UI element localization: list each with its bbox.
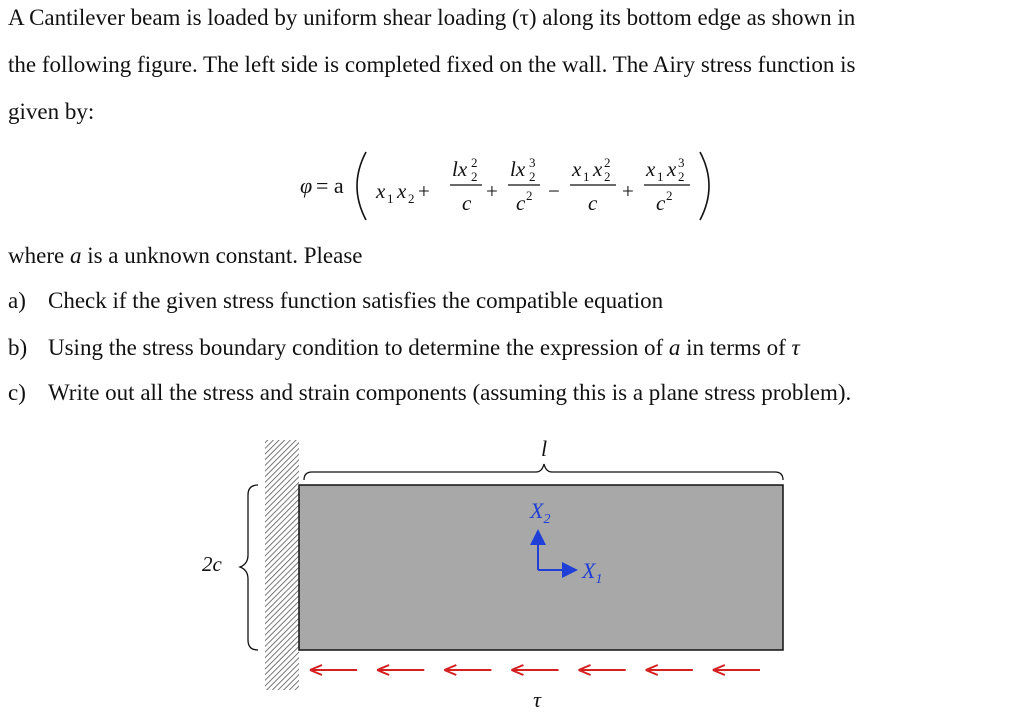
frac3-den: c <box>588 191 598 215</box>
problem-line-2: the following figure. The left side is completed fixed on the wall. The Airy stress function is <box>8 52 856 77</box>
right-paren <box>700 152 709 220</box>
shear-label: τ <box>533 687 541 712</box>
where-line <box>8 244 363 267</box>
question-c <box>8 381 851 404</box>
frac4-den-sup: 2 <box>666 188 673 203</box>
airy-stress-function <box>300 140 730 230</box>
where-post: is a unknown constant. Please <box>81 243 363 268</box>
frac4-x1: x <box>646 157 656 181</box>
plus-1: + <box>418 179 430 203</box>
minus: − <box>548 179 560 203</box>
question-a <box>8 289 663 312</box>
frac2-sub: 2 <box>529 169 536 184</box>
frac3-sub1: 1 <box>583 169 590 184</box>
question-b-var2: τ <box>791 335 800 360</box>
term1-x1: x <box>376 179 386 203</box>
question-a-text: Check if the given stress function satisfies the compatible equation <box>48 288 664 313</box>
frac3-x1: x <box>572 157 582 181</box>
question-b-var: a <box>668 335 681 360</box>
question-c-label: c) <box>8 380 26 405</box>
frac4-sup: 3 <box>678 155 685 170</box>
frac1-num: lx <box>452 157 468 181</box>
frac4-den: c <box>656 191 666 215</box>
height-label: 2c <box>202 552 222 576</box>
frac4-sub1: 1 <box>657 169 664 184</box>
phi-symbol: φ <box>300 173 313 198</box>
frac2-den: c <box>516 191 526 215</box>
frac1-sup: 2 <box>471 155 478 170</box>
length-label: l <box>540 436 548 461</box>
problem-line-1: A Cantilever beam is loaded by uniform shear loading (τ) along its bottom edge as shown in <box>8 5 856 30</box>
frac1-den: c <box>462 191 472 215</box>
where-var: a <box>69 243 82 268</box>
shear-arrows <box>310 665 760 675</box>
question-c-text: Write out all the stress and strain components (assuming this is a plane stress problem). <box>48 380 852 405</box>
x2-axis-label: $X_2$ <box>530 498 551 527</box>
length-brace <box>304 464 783 480</box>
question-b <box>8 336 800 359</box>
fixed-wall <box>265 440 299 690</box>
equals-a: = a <box>316 173 344 198</box>
question-b-pre: Using the stress boundary condition to determine the expression of <box>48 335 669 360</box>
frac2-den-sup: 2 <box>526 188 533 203</box>
question-b-label: b) <box>8 335 28 360</box>
question-a-label: a) <box>8 288 26 313</box>
question-b-mid: in terms of <box>680 335 792 360</box>
frac4-sub2: 2 <box>678 169 685 184</box>
frac1-sub: 2 <box>471 169 478 184</box>
cantilever-figure <box>0 430 1024 717</box>
left-paren <box>357 152 366 220</box>
frac4-x2: x <box>667 157 677 181</box>
frac3-sub2: 2 <box>604 169 611 184</box>
frac3-x2: x <box>593 157 603 181</box>
plus-3: + <box>622 179 634 203</box>
where-pre: where <box>8 243 70 268</box>
term1-sub1: 1 <box>387 191 394 206</box>
frac2-num: lx <box>510 157 526 181</box>
x1-axis-label: $X_1$ <box>582 558 603 587</box>
height-brace <box>240 485 258 650</box>
term1-x2: x <box>397 179 407 203</box>
plus-2: + <box>486 179 498 203</box>
term1-sub2: 2 <box>408 191 415 206</box>
frac2-sup: 3 <box>529 155 536 170</box>
problem-line-3: given by: <box>8 99 95 124</box>
frac3-sup: 2 <box>604 155 611 170</box>
